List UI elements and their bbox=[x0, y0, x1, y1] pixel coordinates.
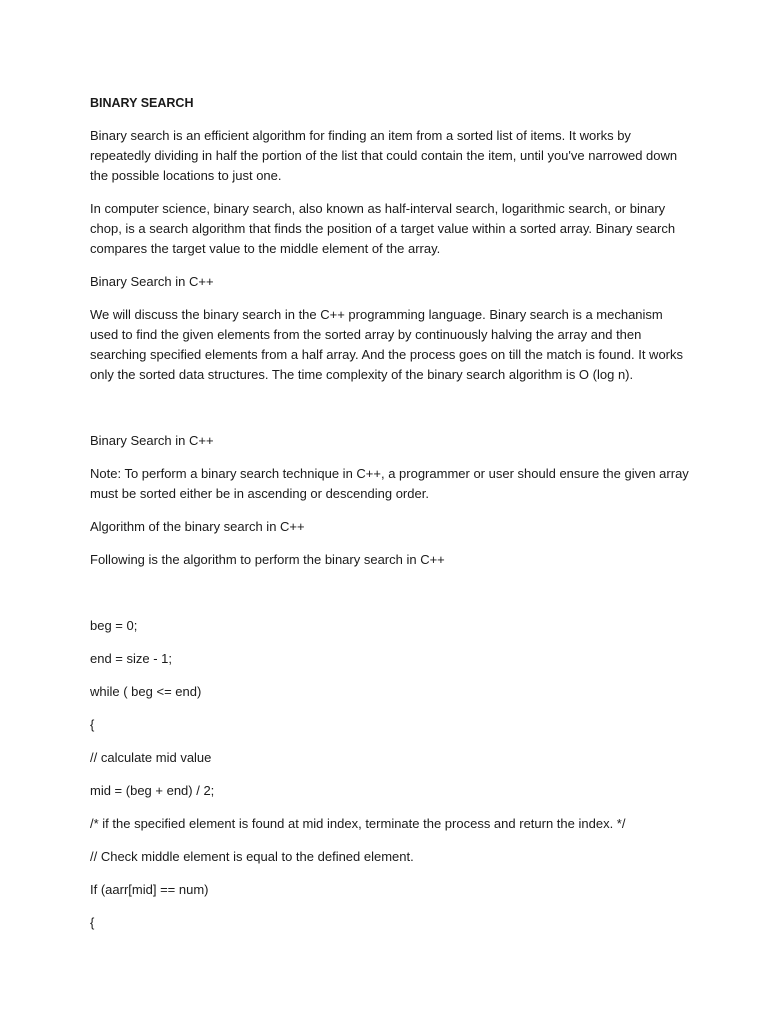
code-line: // calculate mid value bbox=[90, 750, 212, 765]
paragraph-intro: Binary search is an efficient algorithm for finding an item from a sorted list of items. It works by repeatedly dividing in half the portion of the list that could contain the item, until you've narrowed down the possible locations to just one. bbox=[90, 128, 678, 183]
paragraph-cpp-discussion: We will discuss the binary search in the C++ programming language. Binary search is a mechanism used to find the given elements from the sorted array by continuously halving the array and then searching specified elements from a half array. And the process goes on till the match is found. It works only the sorted data structures. The time complexity of the binary search algorithm is O (log n). bbox=[90, 307, 683, 382]
code-line: beg = 0; bbox=[90, 618, 138, 633]
code-line: { bbox=[90, 915, 95, 930]
subheading-binary-search-cpp-2: Binary Search in C++ bbox=[90, 433, 214, 448]
code-line: // Check middle element is equal to the defined element. bbox=[90, 849, 414, 864]
code-line: /* if the specified element is found at mid index, terminate the process and return the index. */ bbox=[90, 816, 626, 831]
paragraph-note: Note: To perform a binary search technique in C++, a programmer or user should ensure the given array must be sorted either be in ascending or descending order. bbox=[90, 466, 689, 501]
code-line: { bbox=[90, 717, 95, 732]
paragraph-definition: In computer science, binary search, also known as half-interval search, logarithmic search, or binary chop, is a search algorithm that finds the position of a target value within a sorted array. Binary search compares the target value to the middle element of the array. bbox=[90, 201, 676, 256]
subheading-algorithm: Algorithm of the binary search in C++ bbox=[90, 519, 305, 534]
code-line: while ( beg <= end) bbox=[90, 684, 202, 699]
code-line: end = size - 1; bbox=[90, 651, 173, 666]
subheading-binary-search-cpp: Binary Search in C++ bbox=[90, 274, 214, 289]
code-line: If (aarr[mid] == num) bbox=[90, 882, 209, 897]
paragraph-algorithm-intro: Following is the algorithm to perform the binary search in C++ bbox=[90, 552, 445, 567]
document-content bbox=[90, 93, 690, 946]
document-title: BINARY SEARCH bbox=[90, 96, 194, 110]
code-line: mid = (beg + end) / 2; bbox=[90, 783, 215, 798]
